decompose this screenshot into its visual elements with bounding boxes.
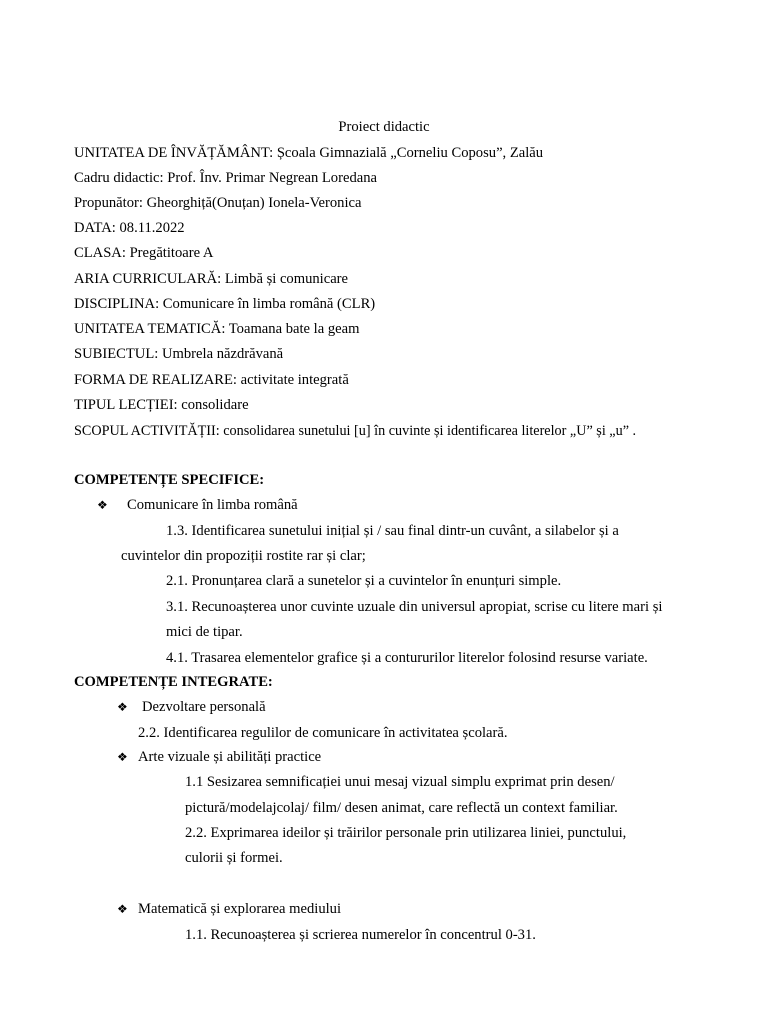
field-unitatea-invatamant [74,144,543,162]
field-label: UNITATEA DE ÎNVĂȚĂMÂNT: [74,145,274,161]
diamond-bullet-icon: ❖ [97,498,108,512]
field-clasa [74,244,213,262]
field-label: SUBIECTUL: [74,346,159,362]
competence-line: 4.1. Trasarea elementelor grafice și a contururilor literelor folosind resurse variate. [166,650,648,666]
competence-line: 2.2. Exprimarea ideilor și trăirilor personale prin utilizarea liniei, punctului, [185,825,627,841]
diamond-bullet-icon: ❖ [117,902,128,916]
competence-line: 1.1 Sesizarea semnificației unui mesaj vizual simplu exprimat prin desen/ [185,774,615,790]
heading-competente-specifice: COMPETENȚE SPECIFICE: [74,472,265,488]
competence-line: 3.1. Recunoașterea unor cuvinte uzuale din universul apropiat, scrise cu litere mari și [166,599,663,615]
field-forma-realizare [74,371,349,389]
field-value: Umbrela năzdrăvană [161,346,284,362]
heading-competente-integrate: COMPETENȚE INTEGRATE: [74,674,273,690]
field-label: UNITATEA TEMATICĂ: [74,321,226,337]
field-cadru-didactic [74,169,377,187]
field-value: Pregătitoare A [129,245,214,261]
field-subiectul [74,345,283,363]
document-title: Proiect didactic [338,119,430,135]
subject-comunicare: Comunicare în limba română [127,497,298,513]
competence-line: 1.1. Recunoașterea și scrierea numerelor în concentrul 0-31. [185,927,536,943]
competence-line: culorii și formei. [185,850,283,866]
field-tipul-lectiei [74,396,249,414]
diamond-bullet-icon: ❖ [117,700,128,714]
field-label: Propunător: [74,195,143,211]
competence-line: 2.1. Pronunțarea clară a sunetelor și a cuvintelor în enunțuri simple. [166,573,562,589]
field-value: Gheorghiță(Onuțan) Ionela-Veronica [146,195,362,211]
field-value: consolidarea sunetului [u] în cuvinte și identificarea literelor „U” și „u” . [223,423,637,439]
field-propunator [74,194,361,212]
field-value: Limbă și comunicare [224,271,349,287]
subject-arte-vizuale: Arte vizuale și abilități practice [138,749,322,765]
field-label: Cadru didactic: [74,170,164,186]
field-label: DISCIPLINA: [74,296,160,312]
field-value: Școala Gimnazială „Corneliu Coposu”, Zalău [276,145,544,161]
field-value: Comunicare în limba română (CLR) [162,296,376,312]
field-label: DATA: [74,220,116,236]
competence-line: 2.2. Identificarea regulilor de comunicare în activitatea școlară. [138,725,508,741]
competence-line: 1.3. Identificarea sunetului inițial și / sau final dintr-un cuvânt, a silabelor și a [166,523,619,539]
competence-line: mici de tipar. [166,624,243,640]
subject-dezvoltare-personala: Dezvoltare personală [142,699,266,715]
field-aria-curriculara [74,270,348,288]
field-disciplina [74,295,375,313]
field-unitatea-tematica [74,320,359,338]
field-label: FORMA DE REALIZARE: [74,372,237,388]
competence-line: pictură/modelajcolaj/ film/ desen animat, care reflectă un context familiar. [185,800,618,816]
field-scopul-activitatii [74,422,636,440]
field-value: 08.11.2022 [119,220,185,236]
field-value: activitate integrată [240,372,349,388]
subject-matematica: Matematică și explorarea mediului [138,901,342,917]
field-label: ARIA CURRICULARĂ: [74,271,222,287]
field-data [74,219,185,237]
field-value: Prof. Înv. Primar Negrean Loredana [167,170,377,186]
field-label: TIPUL LECȚIEI: [74,397,178,413]
field-label: SCOPUL ACTIVITĂȚII: [74,423,220,439]
competence-line: cuvintelor din propoziții rostite rar și clar; [121,548,366,564]
diamond-bullet-icon: ❖ [117,750,128,764]
field-label: CLASA: [74,245,126,261]
field-value: consolidare [181,397,249,413]
field-value: Toamana bate la geam [228,321,360,337]
